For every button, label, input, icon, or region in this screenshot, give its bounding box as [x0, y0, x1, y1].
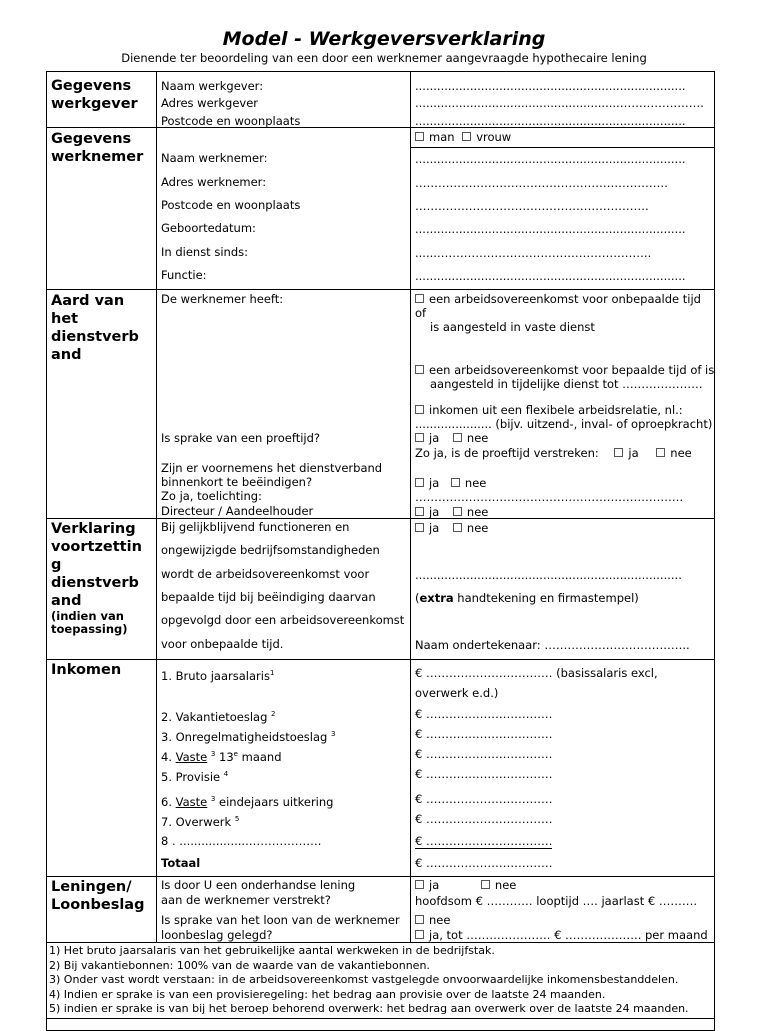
section-heading-werknemer: Gegevens werknemer — [51, 131, 144, 165]
checkbox-proeftijd-nee[interactable] — [453, 433, 462, 442]
proeftijd-options: ja nee — [415, 431, 488, 445]
section-heading-werkgever: Gegevens werkgever — [51, 78, 138, 112]
text-voortzetting-5: opgevolgd door een arbeidsovereenkomst — [161, 613, 405, 627]
label-geboortedatum: Geboortedatum: — [161, 221, 256, 235]
text-overwerk-ed: overwerk e.d.) — [415, 686, 499, 700]
column-divider — [156, 71, 157, 942]
footnote-4: 4) Indien er sprake is van een provisieregeling: het bedrag aan provisie over de laatste 24 maanden. — [49, 987, 606, 1001]
checkbox-onbepaalde-tijd[interactable] — [415, 294, 424, 303]
footnote-2: 2) Bij vakantiebonnen: 100% van de waarde van de vakantiebonnen. — [49, 958, 430, 972]
text-tijdelijke-dienst: aangesteld in tijdelijke dienst tot ………………… — [430, 377, 703, 391]
label-adres-werknemer: Adres werknemer: — [161, 175, 267, 189]
divider — [46, 1018, 715, 1019]
field-overig[interactable]: € …………………………… — [415, 834, 553, 848]
text-flexibel-soort: ..................... (bijv. uitzend-, inval- of oproepkracht) — [415, 417, 713, 431]
option-onbepaalde-tijd[interactable]: een arbeidsovereenkomst voor onbepaalde tijd — [415, 292, 701, 306]
field-totaal[interactable]: € …………………………… — [415, 856, 553, 870]
label-beeindigen: binnenkort te beëindigen? — [161, 475, 313, 489]
voortzetting-options: ja nee — [415, 521, 488, 535]
checkbox-voortzetting-nee[interactable] — [453, 523, 462, 532]
text-of: of — [415, 306, 427, 320]
text-vaste-dienst: is aangesteld in vaste dienst — [430, 320, 595, 334]
checkbox-flexibel[interactable] — [415, 405, 424, 414]
field-overwerk[interactable]: € …………………………… — [415, 812, 553, 826]
field-in-dienst-sinds[interactable]: ......……………………………………………….. — [415, 246, 652, 260]
label-naam-werknemer: Naam werknemer: — [161, 151, 268, 165]
section-heading-voortzetting: Verklaring voortzettin g dienstverb and (indien van toepassing) — [51, 520, 155, 636]
field-naam-werkgever[interactable]: .......................................................................... — [415, 79, 686, 93]
note-indien-van-toepassing: (indien van toepassing) — [51, 609, 128, 636]
checkbox-directeur-nee[interactable] — [453, 507, 462, 516]
text-voortzetting-1: Bij gelijkblijvend functioneren en — [161, 520, 350, 534]
text-voortzetting-3: wordt de arbeidsovereenkomst voor — [161, 567, 370, 581]
page-title: Model - Werkgeversverklaring — [222, 28, 546, 50]
label-onderhandse-lening: Is door U een onderhandse lening — [161, 878, 356, 892]
checkbox-beeindigen-nee[interactable] — [451, 478, 460, 487]
label-postcode-werkgever: Postcode en woonplaats — [161, 114, 301, 128]
field-naam-werknemer[interactable]: .......................................................................... — [415, 152, 686, 166]
beeindigen-options: ja nee — [415, 476, 486, 490]
text-voortzetting-6: voor onbepaalde tijd. — [161, 637, 284, 651]
label-proeftijd: Is sprake van een proeftijd? — [161, 431, 321, 445]
field-vakantietoeslag[interactable]: € …………………………… — [415, 707, 553, 721]
label-overwerk: 7. Overwerk $^5$ — [161, 814, 240, 829]
field-handtekening[interactable]: ......................................................................... — [415, 568, 682, 582]
label-adres-werkgever: Adres werkgever — [161, 96, 259, 110]
divider — [46, 942, 715, 943]
label-loonbeslag: Is sprake van het loon van de werknemer — [161, 913, 400, 927]
field-hoofdsom[interactable]: hoofdsom € ………… looptijd …. jaarlast € ………. — [415, 894, 697, 908]
section-heading-inkomen: Inkomen — [51, 662, 122, 678]
field-postcode-werkgever[interactable]: .......................................................................... — [415, 114, 686, 128]
field-toelichting[interactable]: ……………………………………………………………. — [415, 490, 684, 504]
proeftijd-verstreken: Zo ja, is de proeftijd verstreken: ja nee — [415, 446, 692, 460]
label-provisie: 5. Provisie $^4$ — [161, 769, 229, 784]
checkbox-proeftijd-ja[interactable] — [415, 433, 424, 442]
option-loonbeslag-nee[interactable]: nee — [415, 913, 450, 927]
field-naam-ondertekenaar[interactable]: Naam ondertekenaar: ……………………………….. — [415, 638, 690, 652]
checkbox-voortzetting-ja[interactable] — [415, 523, 424, 532]
label-directeur: Directeur / Aandeelhouder — [161, 504, 314, 518]
divider — [46, 876, 715, 877]
field-eindejaars-uitkering[interactable]: € …………………………… — [415, 792, 553, 806]
option-flexibel[interactable]: inkomen uit een flexibele arbeidsrelatie, nl.: — [415, 403, 683, 417]
section-heading-dienstverband: Aard van het dienstverb and — [51, 293, 139, 363]
section-heading-leningen: Leningen/ Loonbeslag — [51, 879, 145, 913]
label-13e-maand: 4. Vaste $^3$ 13e maand — [161, 749, 282, 764]
field-13e-maand[interactable]: € …………………………… — [415, 747, 553, 761]
checkbox-vrouw[interactable] — [462, 132, 471, 141]
checkbox-directeur-ja[interactable] — [415, 507, 424, 516]
label-loonbeslag-gelegd: loonbeslag gelegd? — [161, 928, 273, 942]
label-toelichting: Zo ja, toelichting: — [161, 489, 262, 503]
checkbox-verstreken-nee[interactable] — [656, 448, 665, 457]
option-bepaalde-tijd[interactable]: een arbeidsovereenkomst voor bepaalde tijd of is — [415, 363, 714, 377]
footnote-1: 1) Het bruto jaarsalaris van het gebruikelijke aantal werkweken in de bedrijfstak. — [49, 944, 495, 957]
label-vakantietoeslag: 2. Vakantietoeslag $^2$ — [161, 709, 276, 724]
text-extra-handtekening: (extra handtekening en firmastempel) — [415, 591, 639, 605]
checkbox-lening-ja[interactable] — [415, 880, 424, 889]
footnote-5: 5) indien er sprake is van bij het beroep behorend overwerk: het bedrag aan overwerk over de laatste 24 maanden. — [49, 1002, 689, 1015]
checkbox-bepaalde-tijd[interactable] — [415, 365, 424, 374]
checkbox-verstreken-ja[interactable] — [614, 448, 623, 457]
field-bruto-jaarsalaris[interactable]: € …………………………… (basissalaris excl, — [415, 666, 658, 680]
field-provisie[interactable]: € …………………………… — [415, 767, 553, 781]
divider — [46, 518, 715, 519]
divider — [46, 659, 715, 660]
checkbox-loonbeslag-nee[interactable] — [415, 915, 424, 924]
label-functie: Functie: — [161, 268, 207, 282]
gender-options — [415, 130, 511, 144]
label-postcode-werknemer: Postcode en woonplaats — [161, 198, 301, 212]
field-adres-werkgever[interactable]: ........................................................…………………. — [415, 96, 704, 110]
label-vrouw: vrouw — [476, 130, 512, 144]
label-overig[interactable]: 8 . ...................………………. — [161, 834, 322, 848]
divider — [410, 147, 715, 148]
field-postcode-werknemer[interactable]: ……………………………………………………. — [415, 199, 649, 213]
field-geboortedatum[interactable]: .......................................................................... — [415, 222, 686, 236]
label-bruto-jaarsalaris: 1. Bruto jaarsalaris$^1$ — [161, 668, 275, 683]
checkbox-man[interactable] — [415, 132, 424, 141]
label-man: man — [429, 130, 455, 144]
divider — [46, 289, 715, 290]
footnote-3: 3) Onder vast wordt verstaan: in de arbeidsovereenkomst vastgelegde onvoorwaardelijke inkomensbestanddelen. — [49, 973, 679, 986]
field-functie[interactable]: .......................................................................... — [415, 269, 686, 283]
field-adres-werknemer[interactable]: ………………………………………………………… — [415, 176, 668, 190]
label-totaal: Totaal — [161, 856, 201, 870]
checkbox-beeindigen-ja[interactable] — [415, 478, 424, 487]
label-verstrekt: aan de werknemer verstrekt? — [161, 893, 331, 907]
label-naam-werkgever: Naam werkgever: — [161, 79, 264, 93]
text-voortzetting-2: ongewijzigde bedrijfsomstandigheden — [161, 543, 380, 557]
field-onregelmatigheidstoeslag[interactable]: € …………………………… — [415, 727, 553, 741]
lening-options: ja nee — [415, 878, 516, 892]
label-voornemens: Zijn er voornemens het dienstverband — [161, 461, 383, 475]
label-onregelmatigheidstoeslag: 3. Onregelmatigheidstoeslag $^3$ — [161, 729, 336, 744]
page-subtitle: Dienende ter beoordeling van een door een werknemer aangevraagde hypothecaire lening — [121, 51, 647, 65]
directeur-options: ja nee — [415, 505, 488, 519]
option-loonbeslag-ja[interactable]: ja, tot …………………. € ……………….. per maand — [415, 928, 708, 942]
text-voortzetting-4: bepaalde tijd bij beëindiging daarvan — [161, 590, 376, 604]
label-werknemer-heeft: De werknemer heeft: — [161, 292, 284, 306]
checkbox-lening-nee[interactable] — [481, 880, 490, 889]
label-in-dienst-sinds: In dienst sinds: — [161, 245, 248, 259]
label-eindejaars-uitkering: 6. Vaste $^3$ eindejaars uitkering — [161, 794, 334, 809]
column-divider — [410, 71, 411, 942]
checkbox-loonbeslag-ja[interactable] — [415, 930, 424, 939]
